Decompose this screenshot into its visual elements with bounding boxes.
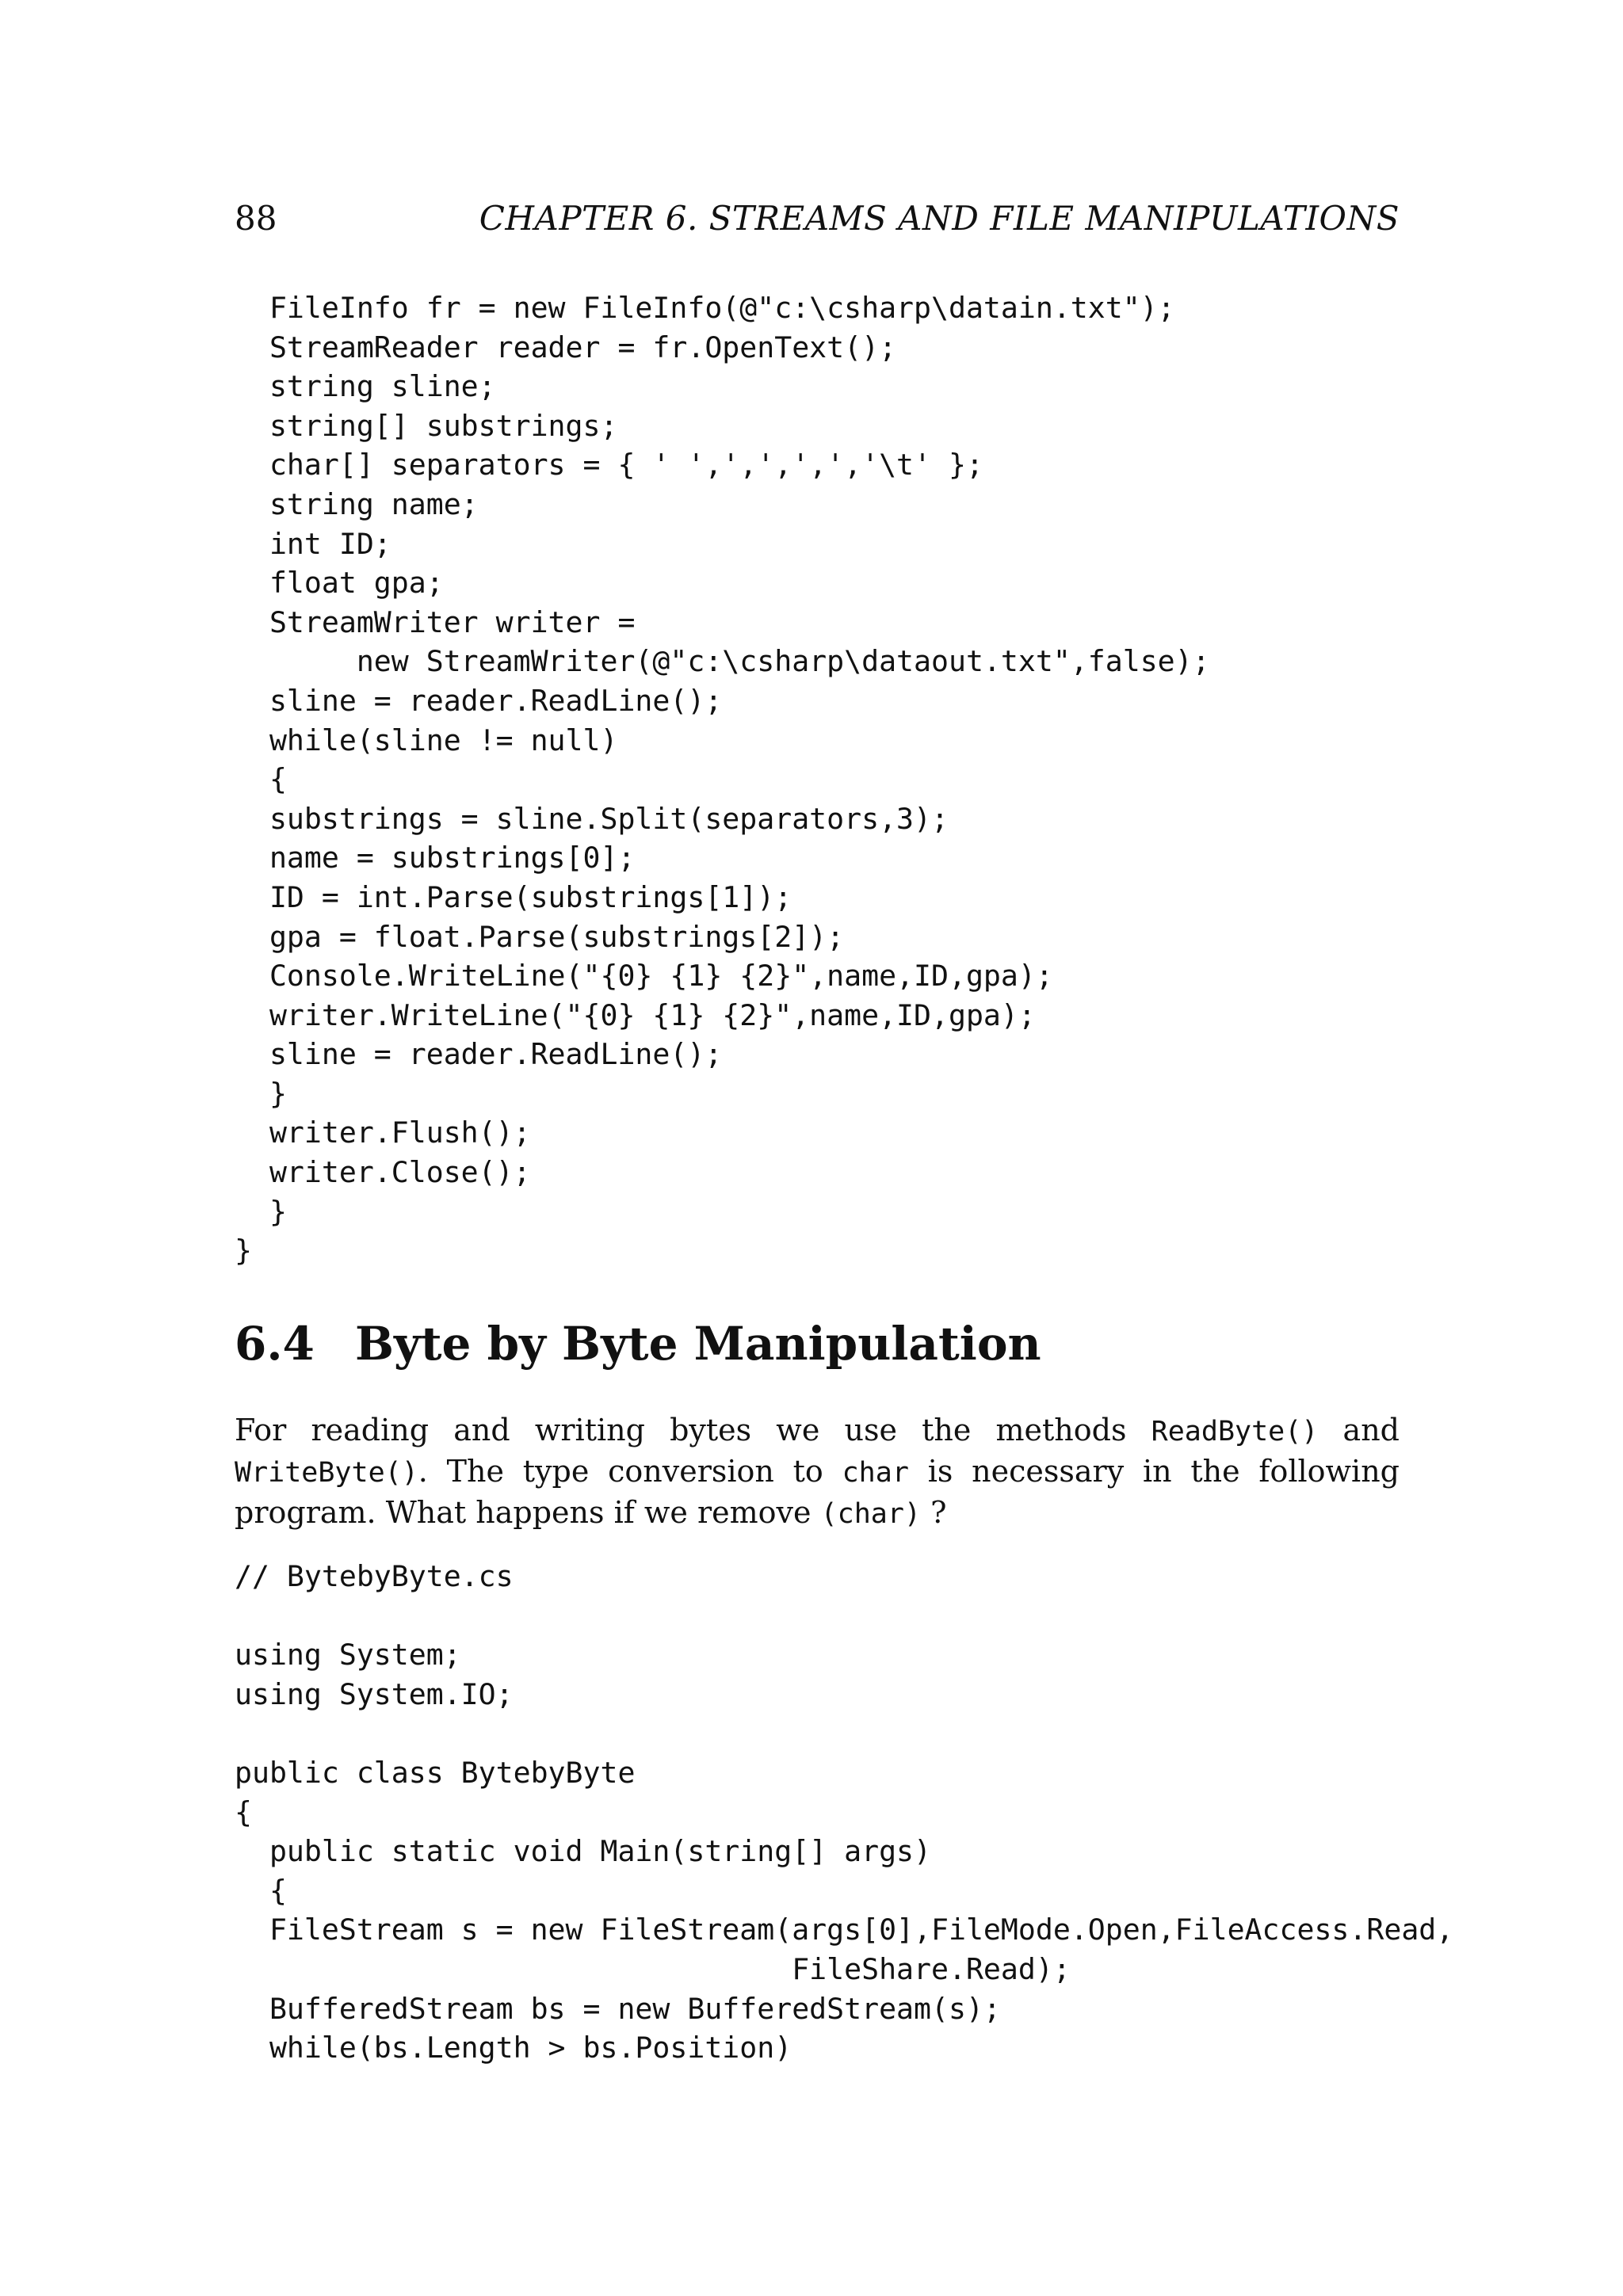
code-line: StreamWriter writer = (235, 605, 636, 639)
code-line: public class BytebyByte (235, 1755, 636, 1790)
code-line: FileStream s = new FileStream(args[0],FileMode.Open,FileAccess.Read, (235, 1913, 1454, 1947)
body-paragraph (235, 1410, 1400, 1534)
code-line: using System.IO; (235, 1676, 514, 1711)
code-line: } (235, 1076, 287, 1111)
code-line: writer.Close(); (235, 1155, 531, 1190)
code-line: string name; (235, 486, 479, 521)
code-line: FileInfo fr = new FileInfo(@"c:\csharp\datain.txt"); (235, 291, 1175, 325)
code-line: float gpa; (235, 566, 444, 601)
code-line: gpa = float.Parse(substrings[2]); (235, 919, 845, 954)
code-listing-bytebybyte (235, 1557, 1453, 2068)
paragraph-text: is necessary in the following program. What happens if we remove (235, 1454, 1400, 1530)
page-number: 88 (235, 199, 277, 238)
code-line: ID = int.Parse(substrings[1]); (235, 879, 792, 914)
paragraph-text: ? (921, 1495, 947, 1530)
code-line (235, 1596, 1453, 1636)
code-line: { (235, 1873, 287, 1908)
code-line: while(bs.Length > bs.Position) (235, 2031, 792, 2065)
inline-code: ReadByte() (1151, 1416, 1319, 1447)
inline-code: WriteByte() (235, 1457, 418, 1489)
code-line: sline = reader.ReadLine(); (235, 683, 723, 718)
paragraph-text: For reading and writing bytes we use the methods (235, 1413, 1151, 1447)
code-line: writer.Flush(); (235, 1116, 531, 1150)
inline-code: (char) (820, 1498, 921, 1530)
code-line: int ID; (235, 526, 391, 561)
code-line: char[] separators = { ' ',',',',','\t' }; (235, 448, 983, 482)
code-line: { (235, 762, 287, 797)
inline-code: char (842, 1457, 909, 1489)
section-title: Byte by Byte Manipulation (355, 1317, 1041, 1371)
code-line: public static void Main(string[] args) (235, 1834, 931, 1869)
code-line: BufferedStream bs = new BufferedStream(s); (235, 1991, 1001, 2026)
code-line: // BytebyByte.cs (235, 1559, 514, 1593)
code-line: string[] substrings; (235, 408, 618, 443)
code-line: name = substrings[0]; (235, 841, 636, 875)
paragraph-text: and (1318, 1413, 1400, 1447)
code-line: } (235, 1234, 252, 1268)
running-head (235, 196, 1400, 241)
chapter-title: CHAPTER 6. STREAMS AND FILE MANIPULATIONS (479, 199, 1400, 238)
code-line: } (235, 1194, 287, 1229)
code-line: string sline; (235, 369, 496, 404)
paragraph-text: . The type conversion to (418, 1454, 842, 1489)
code-line: { (235, 1794, 252, 1829)
code-line: Console.WriteLine("{0} {1} {2}",name,ID,gpa); (235, 959, 1053, 994)
code-line: new StreamWriter(@"c:\csharp\dataout.txt",false); (235, 644, 1210, 679)
code-line: substrings = sline.Split(separators,3); (235, 801, 949, 836)
code-line: while(sline != null) (235, 723, 618, 757)
code-line: StreamReader reader = fr.OpenText(); (235, 330, 897, 364)
code-line: sline = reader.ReadLine(); (235, 1037, 723, 1072)
code-line: using System; (235, 1638, 461, 1672)
code-line: writer.WriteLine("{0} {1} {2}",name,ID,gpa); (235, 997, 1036, 1032)
section-number: 6.4 (235, 1317, 315, 1371)
section-heading (235, 1312, 1041, 1375)
code-line (235, 1714, 1453, 1753)
code-line: FileShare.Read); (235, 1951, 1071, 1986)
code-listing-continued (235, 288, 1210, 1271)
